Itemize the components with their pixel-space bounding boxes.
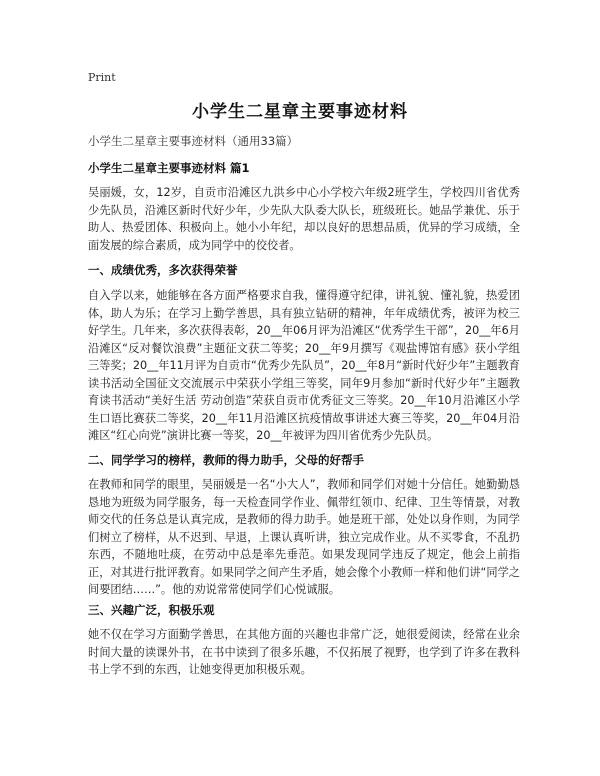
- section-paragraph-1: 自入学以来，她能够在各方面严格要求自我，懂得遵守纪律，讲礼貌、懂礼貌，热爱团体，助人为乐；在学习上勤学善思，具有独立钻研的精神，年年成绩优秀，被评为校三好学生。几年来，多次获得表彰，20__年06月评为沿滩区“优秀学生干部”，20__年6月沿滩区“反对餐饮浪费”主题征文获二等奖；20__年9月撰写《观盐博馆有感》获小学组三等奖；20__年11月评为自贡市“优秀少先队员”，20__年8月“新时代好少年”主题教育读书活动全国征文交流展示中荣获小学组三等奖，同年9月参加“新时代好少年”主题教育读书活动“美好生活 劳动创造”荣获自贡市优秀征文三等奖。20__年10月沿滩区小学生口语比赛获二等奖，20__年11月沿滩区抗疫情故事讲述大赛三等奖，20__年04月沿滩区“红心向党”演讲比赛一等奖，20__年被评为四川省优秀少先队员。: [88, 289, 520, 442]
- section-paragraph-3: 她不仅在学习方面勤学善思，在其他方面的兴趣也非常广泛，她很爱阅读，经常在业余时间大量的读课外书，在书中读到了很多乐趣，不仅拓展了视野，也学到了许多在教科书上学不到的东西，让她变得更加积极乐观。: [88, 628, 520, 676]
- section-heading-3: 三、兴趣广泛，积极乐观: [88, 603, 215, 617]
- section-heading-1: 一、成绩优秀，多次获得荣誉: [88, 263, 238, 277]
- page-title: 小学生二星章主要事迹材料: [192, 102, 408, 122]
- section-paragraph-2: 在教师和同学的眼里，吴丽媛是一名“小大人”，教师和同学们对她十分信任。她勤勤恳恳地为班级为同学服务，每一天检查同学作业、佩带红领巾、纪律、卫生等情景，对教师交代的任务总是认真完成，是教师的得力助手。她是班干部，处处以身作则，为同学们树立了榜样，从不迟到、早退，上课认真听讲，独立完成作业。从不买零食，不乱扔东西，不随地吐痰，在劳动中总是率先垂范。如果发现同学违反了规定，他会上前指正，对其进行批评教育。如果同学之间产生矛盾，她会像个小教师一样和他们讲“同学之间要团结……”。他的劝说常常使同学们心悦诚服。: [88, 478, 520, 596]
- section-heading-2: 二、同学学习的榜样，教师的得力助手，父母的好帮手: [88, 453, 364, 467]
- print-label: Print: [88, 71, 116, 84]
- article-heading: 小学生二星章主要事迹材料 篇1: [88, 161, 250, 175]
- document-subtitle: 小学生二星章主要事迹材料（通用33篇）: [88, 134, 299, 148]
- intro-paragraph: 吴丽媛，女，12岁，自贡市沿滩区九洪乡中心小学校六年级2班学生，学校四川省优秀少先队员，沿滩区新时代好少年，少先队大队委大队长，班级班长。她品学兼优、乐于助人、热爱团体、积极向上。她小小年纪，却以良好的思想品质，优异的学习成绩，全面发展的综合素质，成为同学中的佼佼者。: [88, 186, 520, 252]
